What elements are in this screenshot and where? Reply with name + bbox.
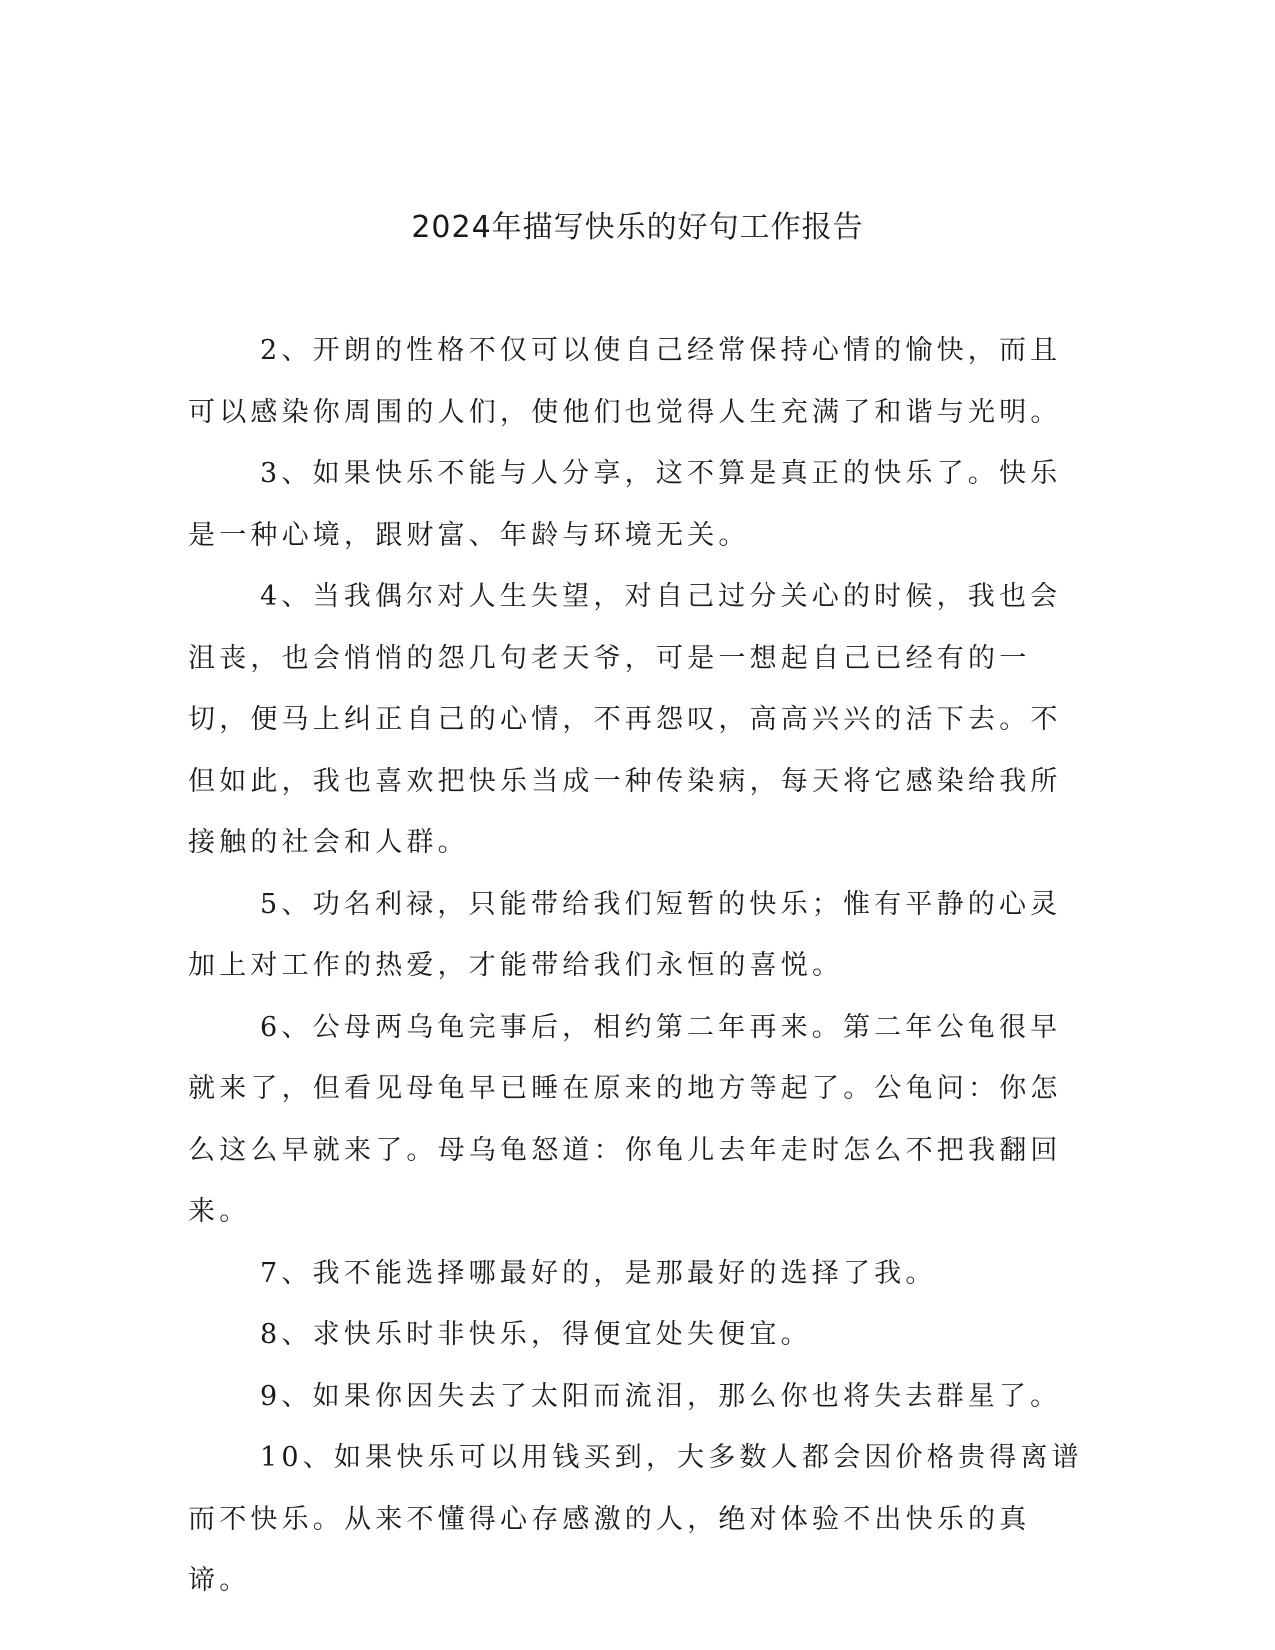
document-body bbox=[188, 320, 1088, 1612]
paragraph: 7、我不能选择哪最好的，是那最好的选择了我。 bbox=[260, 1257, 937, 1289]
paragraph: 8、求快乐时非快乐，得便宜处失便宜。 bbox=[260, 1319, 812, 1350]
paragraph: 10、如果快乐可以用钱买到，大多数人都会因价格贵得离谱而不快乐。从来不懂得心存感激的人，绝对体验不出快乐的真谛。 bbox=[188, 1442, 1083, 1596]
paragraph: 6、公母两乌龟完事后，相约第二年再来。第二年公龟很早就来了，但看见母龟早已睡在原来的地方等起了。公龟问：你怎么这么早就来了。母乌龟怒道：你龟儿去年走时怎么不把我翻回来。 bbox=[188, 1011, 1062, 1227]
paragraph: 5、功名利禄，只能带给我们短暂的快乐；惟有平静的心灵加上对工作的热爱，才能带给我们永恒的喜悦。 bbox=[188, 888, 1062, 981]
paragraph: 2、开朗的性格不仅可以使自己经常保持心情的愉快，而且可以感染你周围的人们，使他们也觉得人生充满了和谐与光明。 bbox=[188, 335, 1062, 428]
paragraph: 9、如果你因失去了太阳而流泪，那么你也将失去群星了。 bbox=[260, 1380, 1062, 1412]
document-title: 2024年描写快乐的好句工作报告 bbox=[411, 210, 864, 245]
paragraph: 4、当我偶尔对人生失望，对自己过分关心的时候，我也会沮丧，也会悄悄的怨几句老天爷，可是一想起自己已经有的一切，便马上纠正自己的心情，不再怨叹，高高兴兴的活下去。不但如此，我也喜欢把快乐当成一种传染病，每天将它感染给我所接触的社会和人群。 bbox=[188, 581, 1062, 858]
paragraph: 3、如果快乐不能与人分享，这不算是真正的快乐了。快乐是一种心境，跟财富、年龄与环境无关。 bbox=[188, 458, 1062, 551]
